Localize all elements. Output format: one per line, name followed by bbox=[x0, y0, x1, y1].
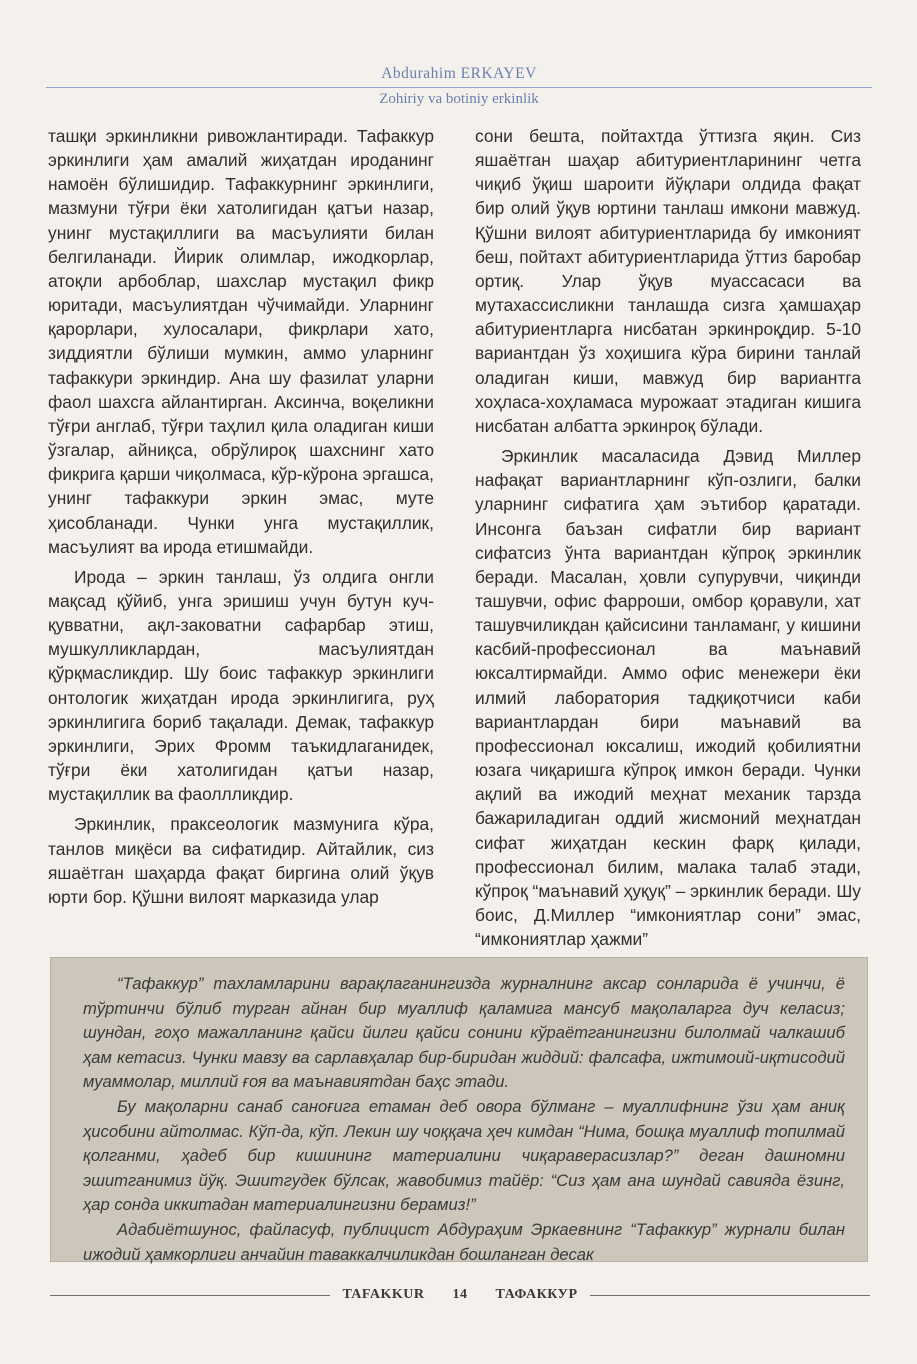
paragraph: Ирода – эркин танлаш, ўз олдига онгли мақсад қўйиб, унга эришиш учун бутун куч-қувватни, ақл-заковатни сафарбар этиш, мушкулликлардан, масъулиятдан қўрқмасликдир. Шу боис тафаккур эркинлиги онтологик жиҳатдан ирода эркинлигига, руҳ эркинлигига бориб тақалади. Демак, тафаккур эркинлиги, Эрих Фромм таъкидлаганидек, тўғри ёки хатолигидан қатъи назар, мустақиллик ва фаоллликдир. bbox=[48, 566, 434, 805]
header-rule bbox=[46, 87, 872, 88]
footer-journal-cyrillic: ТАФАККУР bbox=[495, 1287, 578, 1302]
paragraph: ташқи эркинликни ривожлантиради. Тафаккур эркинлиги ҳам амалий жиҳатдан иродaнинг намоён бўлишидир. Тафаккурнинг эркинлиги, мазмуни тўғри ёки хатолигидан қатъи назар, унинг мустақиллиги ва масъулияти билан белгиланади. Йирик олимлар, ижодкорлар, атоқли арбоблар, шахслар мустақил фикр юритади, масъулиятдан чўчимайди. Уларнинг қарорлари, хулосалари, фикрлари хато, зиддиятли бўлиши мумкин, аммо уларнинг тафаккури эркиндир. Ана шу фазилат уларни фаол шахсга айлантирган. Аксинча, воқеликни тўғри англаб, тўғри таҳлил қила оладиган киши ўзгалар, айниқса, обрўлироқ шахснинг хато фикрига қарши чиқолмаса, кўр-кўрона эргашса, унинг тафаккури эркин эмас, муте ҳисобланади. Чунки унга мустақиллик, масъулият ва ирода етишмайди. bbox=[48, 126, 434, 557]
page-footer bbox=[50, 1284, 870, 1306]
paragraph: Эркинлик, праксеологик мазмунига кўра, танлов миқёси ва сифатидир. Айтайлик, сиз яшаётган шаҳарда фақат биргина олий ўқув юрти бор. Қўшни вилоят марказида улар bbox=[48, 814, 434, 907]
paragraph: Эркинлик масаласида Дэвид Миллер нафақат вариантларнинг кўп-озлиги, балки уларнинг сифатига ҳам эътибор қаратади. Инсонга баъзан сифатли бир вариант сифатсиз ўнта вариантдан кўпроқ эркинлик беради. Масалан, ҳовли супурувчи, чиқинди ташувчи, офис фарроши, омбор қоравули, хат ташувчиликдан қайсисини танламанг, у кишини касбий-профессионал ва маънавий юксалтирмайди. Аммо офис менежери ёки илмий лаборатория тадқиқотчиси каби вариантлардан бири маънавий ва профессионал юксалиш, ижодий қобилиятни юзага чиқаришга кўпроқ имкон беради. Чунки ақлий ва ижодий меҳнат механик тарзда бажариладиган оддий жисмоний меҳнатдан сифат жиҳатдан кескин фарқ қилади, профессионал билим, малака талаб этади, кўпроқ “маънавий ҳуқуқ” – эркинлик беради. Шу боис, Д.Миллер “имкониятлар сони” эмас, “имкониятлар ҳажми” bbox=[475, 446, 861, 950]
footer-rule-right bbox=[590, 1295, 870, 1296]
right-text-column bbox=[475, 124, 861, 951]
inset-paragraph: Бу мақоларни санаб саноғига етаман деб овора бўлманг – муаллифнинг ўзи ҳам аниқ ҳисобини айтолмас. Кўп-да, кўп. Лекин шу чоққача ҳеч кимдан “Нима, бошқа муаллиф топилмай қолганми, ҳадеб бир кишининг материалини чиқараверасизлар?” деган дашномни эшитганимиз йўқ. Эшитгудек бўлсак, жавобимиз тайёр: “Сиз ҳам ана шундай савияда ёзинг, ҳар сонда иккитадан материалингизни берамиз!” bbox=[83, 1096, 845, 1215]
inset-paragraph: “Тафаккур” тахламларини варақлаганингизда журналнинг аксар сонларида ё учинчи, ё тўртинчи бўлиб турган айнан бир муаллиф қаламига мансуб мақолаларга дуч келасиз; шундан, гоҳо мажалланинг қайси йилги қайси сонини кўраётганингизни билолмай чалкашиб ҳам кетасиз. Чунки мавзу ва сарлавҳалар бир-биридан жиддий: фалсафа, ижтимоий-иқтисодий муаммолар, миллий ғоя ва маънавиятдан баҳс этади. bbox=[83, 974, 845, 1092]
paragraph: сони бешта, пойтахтда ўттизга яқин. Сиз яшаётган шаҳар абитуриентларининг четга чиқиб ўқиш шароити йўқлари олдида фақат бир олий ўқув юртини танлаш имкони мавжуд. Қўшни вилоят абитуриентларида бу имконият беш, пойтахт абитуриентларида ўттиз баробар ортиқ. Улар ўқув муассасаси ва мутахассисликни танлашда сизга ҳамшаҳар абитуриентларга нисбатан эркинроқдир. 5-10 вариантдан ўз хоҳишига кўра бирини танлай оладиган киши, мавжуд бир вариантга хоҳласа-хоҳламаса мурожаат этадиган кишига нисбатан албатта эркинроқ бўлади. bbox=[475, 126, 861, 436]
footer-rule-left bbox=[50, 1295, 330, 1296]
inset-paragraph: Адабиётшунос, файласуф, публицист Абдураҳим Эркаевнинг “Тафаккур” журнали билан ижодий ҳамкорлиги анчайин таваккалчиликдан бошланган десак bbox=[83, 1219, 845, 1264]
page-number: 14 bbox=[452, 1287, 468, 1302]
header-author: Abdurahim ERKAYEV bbox=[381, 65, 537, 82]
editorial-inset-box bbox=[50, 957, 868, 1262]
running-header bbox=[46, 64, 872, 108]
footer-journal-latin: TAFAKKUR bbox=[342, 1287, 425, 1302]
header-subtitle: Zohiriy va botiniy erkinlik bbox=[379, 91, 539, 107]
left-text-column bbox=[48, 124, 434, 909]
